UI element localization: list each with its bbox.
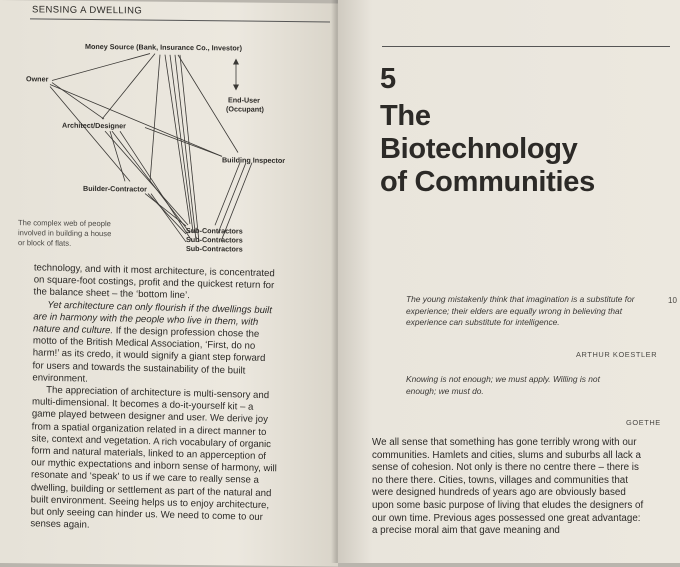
- right-paragraph-1: We all sense that something has gone terribly wrong with our communities. Hamlets and cities, slums and suburbs all lack a sense of cohesion. Not only is there no centre there – there is no there there. Cities, towns, villages and communities that were designed hundreds of years ago are obviously based upon some basic purpose of living that eludes the designers of our own time. Previous ages possessed one great advantage: a precise moral aim that gave meaning and: [372, 437, 644, 537]
- link-owner-architect: [52, 83, 104, 120]
- left-body-text: [30, 262, 280, 536]
- inspector-label: Building Inspector: [222, 155, 286, 165]
- page-number: 10: [668, 296, 677, 305]
- diagram-caption-line-3: or block of flats.: [18, 238, 72, 248]
- left-page: [0, 0, 338, 567]
- link-money-owner: [52, 53, 150, 82]
- paragraph-2: [32, 299, 279, 390]
- link-inspector-sub2: [218, 162, 246, 233]
- end-user-occupant-label: (Occupant): [226, 104, 264, 114]
- link-architect-sub1: [105, 131, 188, 225]
- link-money-sub4: [180, 55, 199, 242]
- chapter-number: 5: [380, 63, 397, 95]
- link-builder-sub1: [145, 194, 186, 226]
- epigraph-koestler-author: ARTHUR KOESTLER: [576, 350, 658, 359]
- epigraph-goethe-author: GOETHE: [626, 418, 661, 427]
- owner-label: Owner: [26, 74, 49, 84]
- link-money-builder: [150, 55, 160, 182]
- paragraph-1: technology, and with it most architecture, is concentrated on square-foot costings, profit and the quickest return for the balance sheet – the ‘bottom line’.: [33, 262, 275, 302]
- money-source-label: Money Source (Bank, Insurance Co., Investor): [85, 41, 242, 53]
- diagram-caption-line-1: The complex web of people: [18, 218, 111, 229]
- chapter-title-line-1: The: [380, 100, 431, 132]
- paragraph-2-italic: Yet architecture can only flourish if the dwellings built are in harmony with the people who live in them, with nature and culture.: [32, 299, 272, 337]
- link-money-sub2: [170, 55, 193, 232]
- chapter-title-line-2: Biotechnology: [380, 133, 578, 165]
- link-inspector-sub1: [215, 162, 240, 225]
- chapter-title: [380, 100, 595, 199]
- sub-contractors-label-3: Sub-Contractors: [186, 243, 243, 254]
- paragraph-3: The appreciation of architecture is multi-sensory and multi-dimensional. It becomes a do-it-yourself kit – a game played between designer and user. We derive joy from a spatial organization related in a direct manner to site, context and vegetation. A rich vocabulary of organic form and natural materials, linked to an apperception of our mythic expectations and inborn sense of harmony, will resonate and ‘speak’ to us if we care to really sense a dwelling, building or settlement as part of the natural and built environment. Seeing helps us to enjoy architecture, but only seeing can hinder us. We need to come to our senses again.: [30, 384, 277, 532]
- link-money-sub3: [175, 55, 196, 240]
- chapter-title-line-3: of Communities: [380, 166, 595, 198]
- arrow-down-icon: [233, 84, 239, 90]
- end-user-label: End-User: [228, 95, 260, 105]
- diagram-caption-line-2: involved in building a house: [18, 228, 112, 239]
- stakeholder-diagram: [0, 0, 338, 264]
- epigraph-goethe: Knowing is not enough; we must apply. Willing is not enough; we must do.: [406, 374, 600, 396]
- arrow-up-icon: [233, 58, 239, 64]
- running-head: SENSING A DWELLING: [32, 4, 143, 17]
- link-owner-builder: [50, 87, 130, 182]
- chapter-rule: [382, 46, 670, 47]
- sub-contractors-label-1: Sub-Contractors: [186, 225, 243, 236]
- right-body-text: [372, 437, 647, 538]
- architect-label: Architect/Designer: [62, 120, 126, 131]
- epigraph-koestler: The young mistakenly think that imagination is a substitute for experience; their elders are equally wrong in believing that experience can substitute for intelligence.: [406, 294, 635, 328]
- link-builder-sub3: [151, 194, 186, 242]
- builder-label: Builder-Contractor: [83, 183, 147, 194]
- paragraph-2-rest: If the design profession chose the motto of the British Medical Association, ‘First, do no harm!’ as its credo, it would signify a giant step forward for users and towards the sustainability of the built environment.: [32, 325, 266, 385]
- link-builder-sub2: [148, 194, 186, 234]
- right-page: [338, 0, 680, 563]
- sub-contractors-label-2: Sub-Contractors: [186, 234, 243, 245]
